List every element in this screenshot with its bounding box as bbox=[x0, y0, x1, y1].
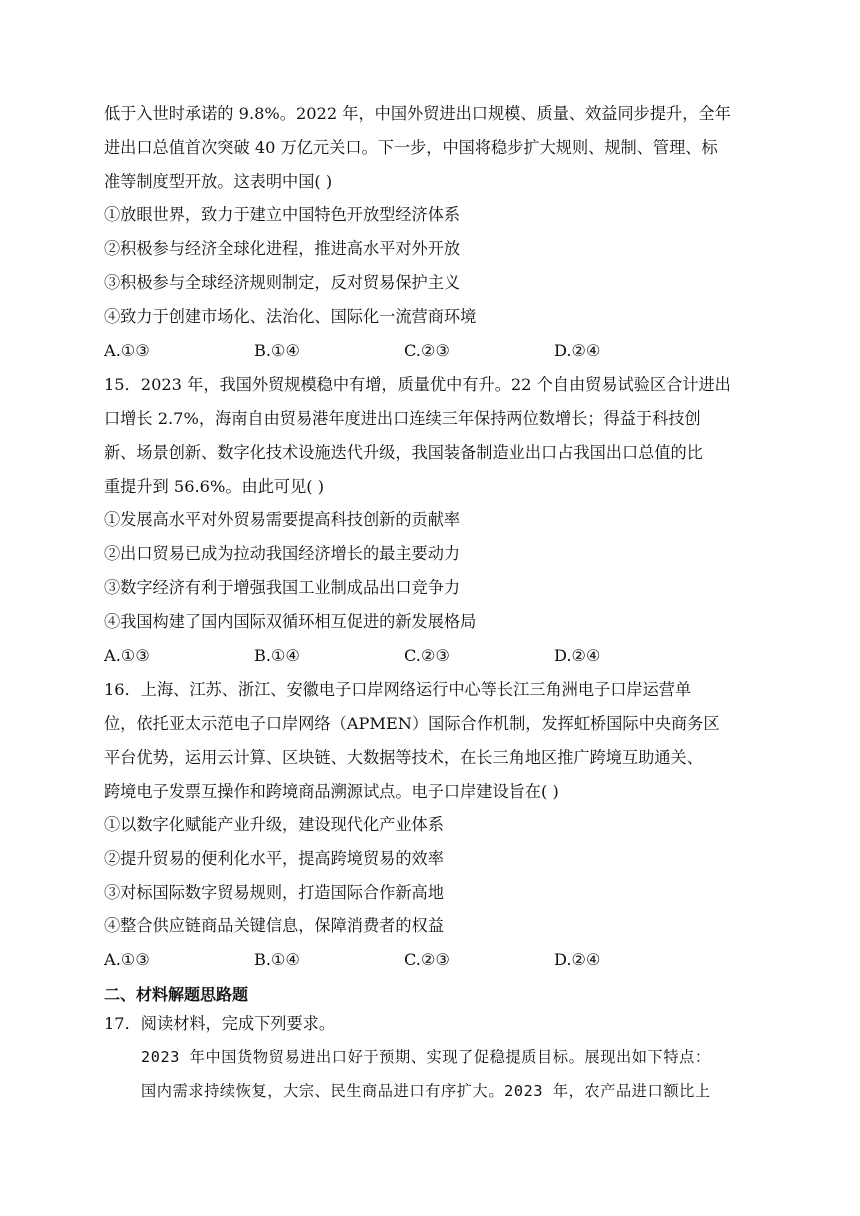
q16-statement-4: ④整合供应链商品关键信息，保障消费者的权益 bbox=[104, 916, 444, 935]
q15-option-c[interactable]: C.②③ bbox=[404, 646, 450, 665]
q16-line-3: 平台优势，运用云计算、区块链、大数据等技术，在长三角地区推广跨境互助通关、 bbox=[104, 748, 703, 767]
q17-prompt: 17．阅读材料，完成下列要求。 bbox=[104, 1014, 336, 1033]
q15-line-4: 重提升到 56.6%。由此可见( ) bbox=[104, 477, 325, 496]
q14-statement-3: ③积极参与全球经济规则制定，反对贸易保护主义 bbox=[104, 273, 461, 292]
q15-option-d[interactable]: D.②④ bbox=[554, 646, 601, 665]
q15-line-2: 口增长 2.7%，海南自由贸易港年度进出口连续三年保持两位数增长；得益于科技创 bbox=[104, 409, 701, 428]
q14-statement-1: ①放眼世界，致力于建立中国特色开放型经济体系 bbox=[104, 205, 461, 224]
q15-line-1: 15．2023 年，我国外贸规模稳中有增，质量优中有升。22 个自由贸易试验区合计进出 bbox=[104, 375, 731, 394]
q14-statement-2: ②积极参与经济全球化进程，推进高水平对外开放 bbox=[104, 239, 461, 258]
section-heading: 二、材料解题思路题 bbox=[104, 985, 249, 1004]
q15-options bbox=[104, 645, 764, 667]
q14-line-3: 准等制度型开放。这表明中国( ) bbox=[104, 172, 333, 191]
q16-statement-1: ①以数字化赋能产业升级，建设现代化产业体系 bbox=[104, 815, 444, 834]
q15-statement-2: ②出口贸易已成为拉动我国经济增长的最主要动力 bbox=[104, 544, 461, 563]
q16-statement-3: ③对标国际数字贸易规则，打造国际合作新高地 bbox=[104, 883, 444, 902]
q15-line-3: 新、场景创新、数字化技术设施迭代升级，我国装备制造业出口占我国出口总值的比 bbox=[104, 443, 703, 462]
q15-option-b[interactable]: B.①④ bbox=[254, 646, 301, 665]
q17-material-line-2: 国内需求持续恢复，大宗、民生商品进口有序扩大。2023 年，农产品进口额比上 bbox=[141, 1082, 711, 1100]
q16-option-b[interactable]: B.①④ bbox=[254, 950, 301, 969]
q14-options bbox=[104, 340, 764, 362]
q15-statement-4: ④我国构建了国内国际双循环相互促进的新发展格局 bbox=[104, 612, 477, 631]
q15-statement-1: ①发展高水平对外贸易需要提高科技创新的贡献率 bbox=[104, 510, 461, 529]
q14-option-b[interactable]: B.①④ bbox=[254, 341, 301, 360]
q14-line-1: 低于入世时承诺的 9.8%。2022 年，中国外贸进出口规模、质量、效益同步提升，全年 bbox=[104, 104, 731, 123]
q16-line-4: 跨境电子发票互操作和跨境商品溯源试点。电子口岸建设旨在( ) bbox=[104, 782, 559, 801]
q16-option-a[interactable]: A.①③ bbox=[104, 950, 150, 969]
q14-option-d[interactable]: D.②④ bbox=[554, 341, 601, 360]
q15-option-a[interactable]: A.①③ bbox=[104, 646, 150, 665]
q14-line-2: 进出口总值首次突破 40 万亿元关口。下一步，中国将稳步扩大规则、规制、管理、标 bbox=[104, 138, 718, 157]
q16-options bbox=[104, 949, 764, 971]
q17-material-line-1: 2023 年中国货物贸易进出口好于预期、实现了促稳提质目标。展现出如下特点： bbox=[141, 1048, 711, 1066]
q14-statement-4: ④致力于创建市场化、法治化、国际化一流营商环境 bbox=[104, 307, 477, 326]
q16-statement-2: ②提升贸易的便利化水平，提高跨境贸易的效率 bbox=[104, 849, 444, 868]
q16-line-1: 16．上海、江苏、浙江、安徽电子口岸网络运行中心等长江三角洲电子口岸运营单 bbox=[104, 680, 692, 699]
q15-statement-3: ③数字经济有利于增强我国工业制成品出口竞争力 bbox=[104, 578, 461, 597]
q14-option-c[interactable]: C.②③ bbox=[404, 341, 450, 360]
q16-option-c[interactable]: C.②③ bbox=[404, 950, 450, 969]
q16-line-2: 位，依托亚太示范电子口岸网络（APMEN）国际合作机制，发挥虹桥国际中央商务区 bbox=[104, 714, 720, 733]
q14-option-a[interactable]: A.①③ bbox=[104, 341, 150, 360]
q16-option-d[interactable]: D.②④ bbox=[554, 950, 601, 969]
